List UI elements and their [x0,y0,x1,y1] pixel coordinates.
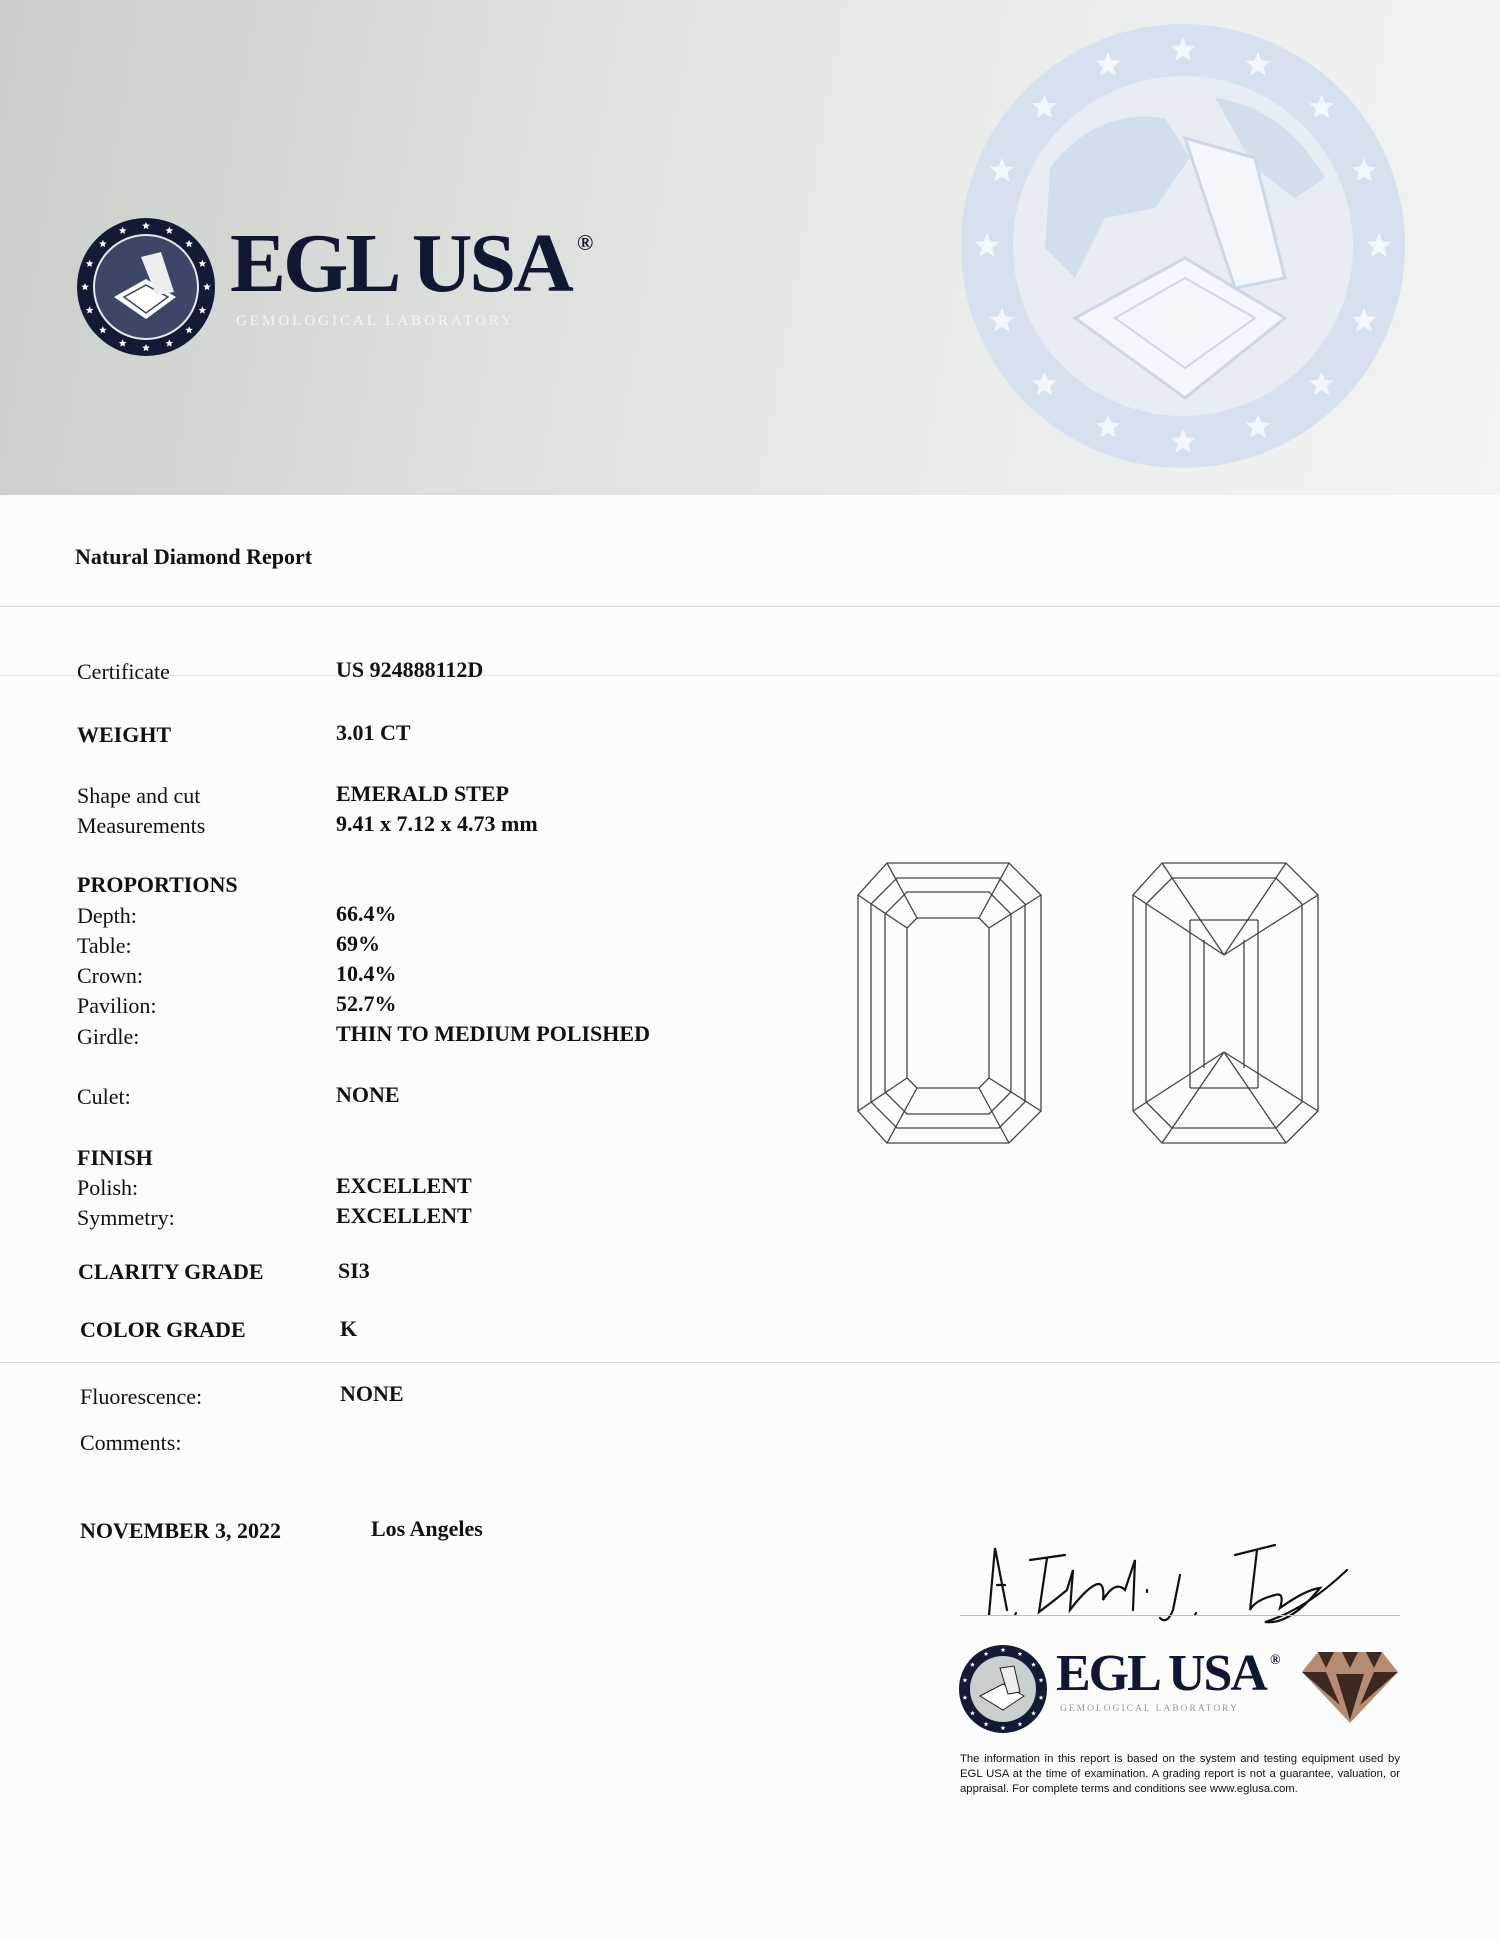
depth-value: 66.4% [336,901,397,926]
footer-brand-subtitle: GEMOLOGICAL LABORATORY [1060,1704,1239,1714]
egl-seal-icon [76,217,216,357]
finish-heading: FINISH [77,1145,153,1170]
certificate-label: Certificate [77,659,170,684]
culet-label: Culet: [77,1084,131,1109]
pavilion-value: 52.7% [336,991,397,1016]
polish-label: Polish: [77,1175,139,1200]
registered-mark: ® [576,230,594,255]
crown-view-diagram-icon [855,860,1045,1150]
measurements-value: 9.41 x 7.12 x 4.73 mm [336,811,538,836]
measurements-label: Measurements [77,813,206,838]
report-date: NOVEMBER 3, 2022 [80,1518,282,1543]
watermark-seal-icon [955,18,1411,474]
depth-label: Depth: [77,903,137,928]
fluorescence-label: Fluorescence: [80,1384,203,1409]
brand-row [230,217,594,310]
signature-line [960,1615,1400,1616]
girdle-label: Girdle: [77,1024,140,1049]
report-location: Los Angeles [371,1516,483,1541]
brand-name: EGL USA [230,217,571,310]
pavilion-view-diagram-icon [1130,860,1322,1150]
symmetry-label: Symmetry: [77,1205,175,1230]
crown-label: Crown: [77,963,143,988]
divider [0,1362,1500,1363]
clarity-label: CLARITY GRADE [78,1259,264,1284]
color-label: COLOR GRADE [80,1317,246,1342]
pavilion-label: Pavilion: [77,993,157,1018]
crown-value: 10.4% [336,961,397,986]
fluorescence-value: NONE [340,1381,404,1406]
table-label: Table: [77,933,132,958]
report-title: Natural Diamond Report [75,544,313,569]
footer-registered-mark: ® [1269,1653,1281,1668]
color-value: K [340,1316,358,1341]
weight-value: 3.01 CT [336,720,411,745]
divider [0,675,1500,676]
shape-value: EMERALD STEP [336,781,509,806]
polish-value: EXCELLENT [336,1173,472,1198]
signature-icon [975,1530,1375,1625]
footer-brand-name: EGL USA [1056,1645,1266,1702]
girdle-value: THIN TO MEDIUM POLISHED [336,1021,650,1046]
proportions-heading: PROPORTIONS [77,872,238,897]
certificate-value: US 924888112D [336,657,484,682]
clarity-value: SI3 [338,1258,370,1283]
brand-subtitle: GEMOLOGICAL LABORATORY [236,313,515,329]
disclaimer-text: The information in this report is based on the system and testing equipment used by EGL USA at the time of examination. A grading report is not a guarantee, valuation, or appraisal. For complete terms and conditions see www.eglusa.com. [960,1753,1400,1795]
culet-value: NONE [336,1082,400,1107]
weight-label: WEIGHT [77,722,172,747]
egl-seal-footer-icon [958,1644,1048,1734]
comments-label: Comments: [80,1430,182,1455]
table-value: 69% [336,931,380,956]
symmetry-value: EXCELLENT [336,1203,472,1228]
shape-label: Shape and cut [77,783,201,808]
divider [0,606,1500,607]
diamond-hologram-icon [1300,1650,1400,1725]
footer-brand-row [1056,1645,1281,1702]
